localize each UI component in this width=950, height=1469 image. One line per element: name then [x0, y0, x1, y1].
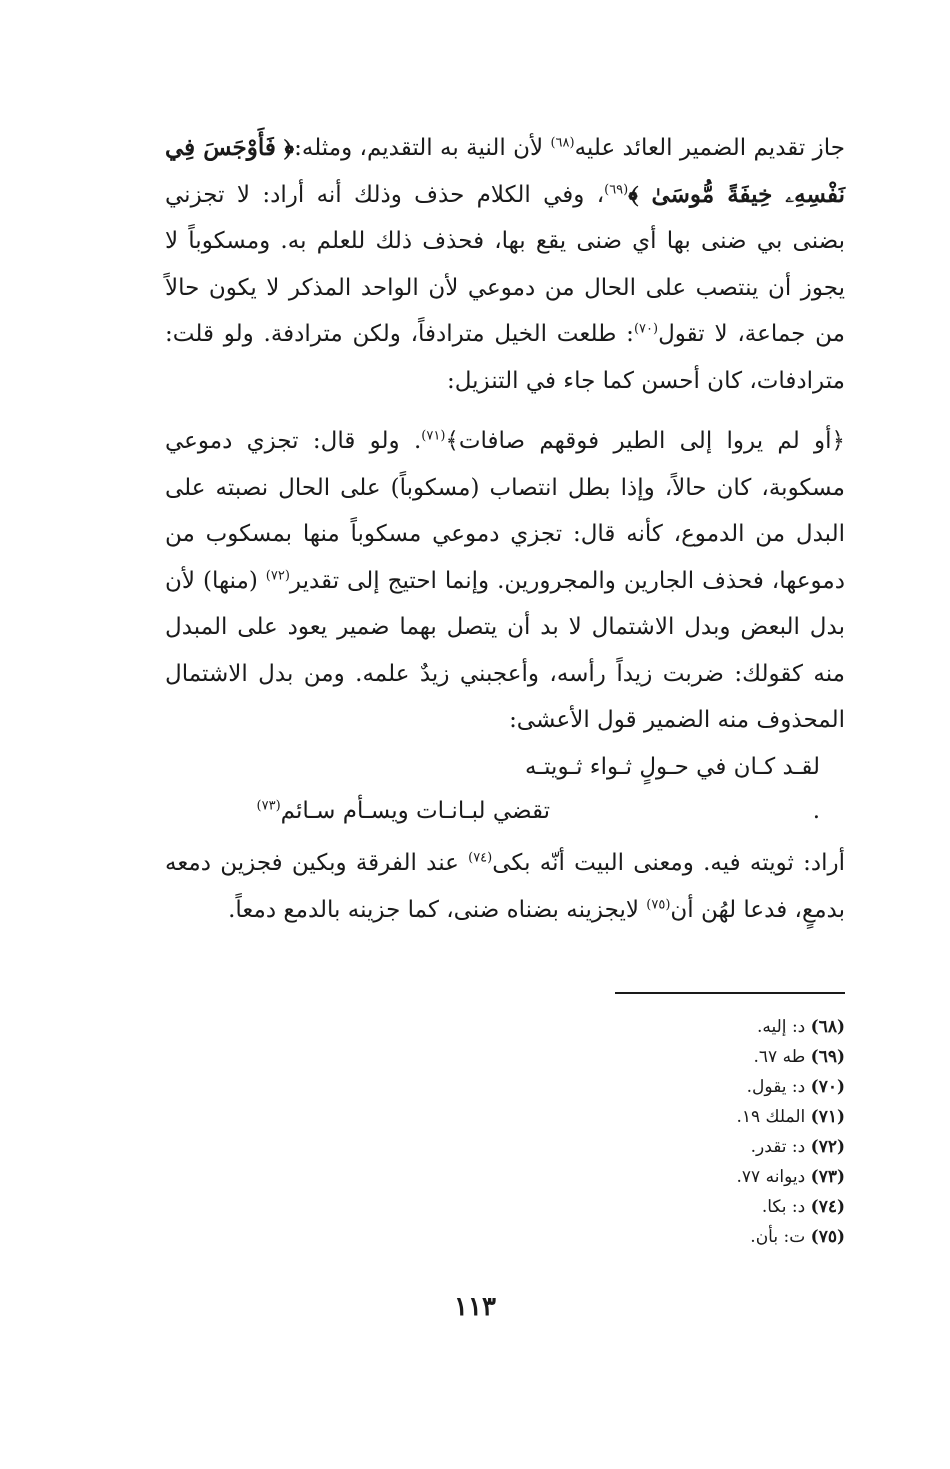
footnote-70: [445, 1072, 845, 1102]
p2-text-end: (منها) لأن بدل البعض وبدل الاشتمال لا بد أن يتصل بهما ضمير يعود على المبدل منه كقولك: ضربت زيداً رأسه، وأعجبني زيدٌ علمه. ومن بدل الاشتمال المحذوف منه الضمير قول الأعشى:: [165, 567, 845, 733]
footnote-75: [445, 1222, 845, 1252]
footnote-number: (٧٢): [810, 1137, 845, 1157]
p3-text-mid: عند الفرقة وبكين فجزين دمعه بدمعٍ، فدعا لهُن أن: [165, 850, 845, 923]
footnote-text: د: بكا.: [761, 1197, 811, 1217]
page-number: ١١٣: [454, 1292, 496, 1322]
footnote-ref-69: (٦٩): [604, 181, 629, 197]
footnote-ref-74: (٧٤): [468, 850, 493, 866]
footnote-text: د: إليه.: [756, 1017, 811, 1037]
paragraph-1: [165, 125, 845, 404]
footnote-text: ديوانه ٧٧.: [736, 1167, 811, 1187]
poem-verse-second-hemistich: [257, 791, 550, 831]
footnote-text: طه ٦٧.: [753, 1047, 811, 1067]
footnote-ref-70: (٧٠): [633, 321, 659, 337]
paragraph-2: [165, 418, 845, 744]
footnote-number: (٦٨): [810, 1017, 845, 1037]
footnote-ref-72: (٧٢): [265, 567, 290, 583]
p3-text-before: أراد: ثويته فيه. ومعنى البيت أنّه بكى: [492, 850, 846, 876]
poem-line2-text: تقضي لبـانـات ويسـأم سـائم: [280, 798, 550, 824]
p1-text-mid: لأن النية به التقديم، ومثله:: [294, 135, 551, 161]
footnote-ref-68: (٦٨): [550, 135, 575, 151]
footnote-71: [445, 1102, 845, 1132]
footnote-ref-73: (٧٣): [256, 798, 281, 814]
footnote-number: (٧٣): [810, 1167, 845, 1187]
footnote-68: [445, 1012, 845, 1042]
footnote-divider: [615, 992, 845, 994]
footnote-73: [445, 1162, 845, 1192]
p2-text-mid: . ولو قال: تجزي دموعي مسكوبة، كان حالاً، وإذا بطل انتصاب (مسكوباً) على الحال نصبته على البدل من الدموع، كأنه قال: تجزي دموعي مسكوباً منها بمسكوب من دموعها، فحذف الجارين والمجرورين. وإنما احتيج إلى تقدير: [165, 428, 845, 594]
footnote-number: (٧٥): [810, 1227, 845, 1247]
quran-verse-mulk: ﴿أو لم يروا إلى الطير فوقهم صافات﴾: [445, 428, 845, 454]
quran-verse-taha: ﴿ فَأَوْجَسَ فِي نَفْسِهِۦ خِيفَةً مُّوسَىٰ ﴾: [165, 134, 845, 208]
footnote-74: [445, 1192, 845, 1222]
footnote-number: (٧١): [810, 1107, 845, 1127]
footnote-72: [445, 1132, 845, 1162]
p1-text-after: ، وفي الكلام حذف وذلك أنه أراد: لا تجزني بضنى بي ضنى بها أي ضنى يقع بها، فحذف ذلك للعلم به. ومسكوباً لا يجوز أن ينتصب على الحال من دموعي لأن الواحد المذكر لا يكون حالاً من جماعة، لا تقول: [165, 181, 845, 347]
footnote-ref-71: (٧١): [421, 428, 446, 444]
footnote-ref-75: (٧٥): [646, 896, 671, 912]
footnote-text: د: يقول.: [746, 1077, 811, 1097]
footnote-text: ت: بأن.: [750, 1227, 811, 1247]
footnote-number: (٧٤): [810, 1197, 845, 1217]
footnote-text: د: تقدر.: [750, 1137, 811, 1157]
poem-separator-dot: .: [812, 798, 820, 824]
footnote-number: (٦٩): [810, 1047, 845, 1067]
footnote-number: (٧٠): [810, 1077, 845, 1097]
footnote-text: الملك ١٩.: [736, 1107, 811, 1127]
paragraph-3: [165, 840, 845, 933]
p3-text-end: لايجزينه بضناه ضنى، كما جزينه بالدمع دمعاً.: [228, 896, 647, 923]
footnotes-list: [445, 1012, 845, 1252]
poem-verse-first-hemistich: لقـد كـان في حـولٍ ثـواء ثـويتـه: [525, 754, 820, 780]
footnote-69: [445, 1042, 845, 1072]
p1-text-before: جاز تقديم الضمير العائد عليه: [574, 135, 845, 161]
p1-text-end: : طلعت الخيل مترادفاً، ولكن مترادفة. ولو قلت: مترادفات، كان أحسن كما جاء في التنزيل:: [165, 321, 845, 394]
